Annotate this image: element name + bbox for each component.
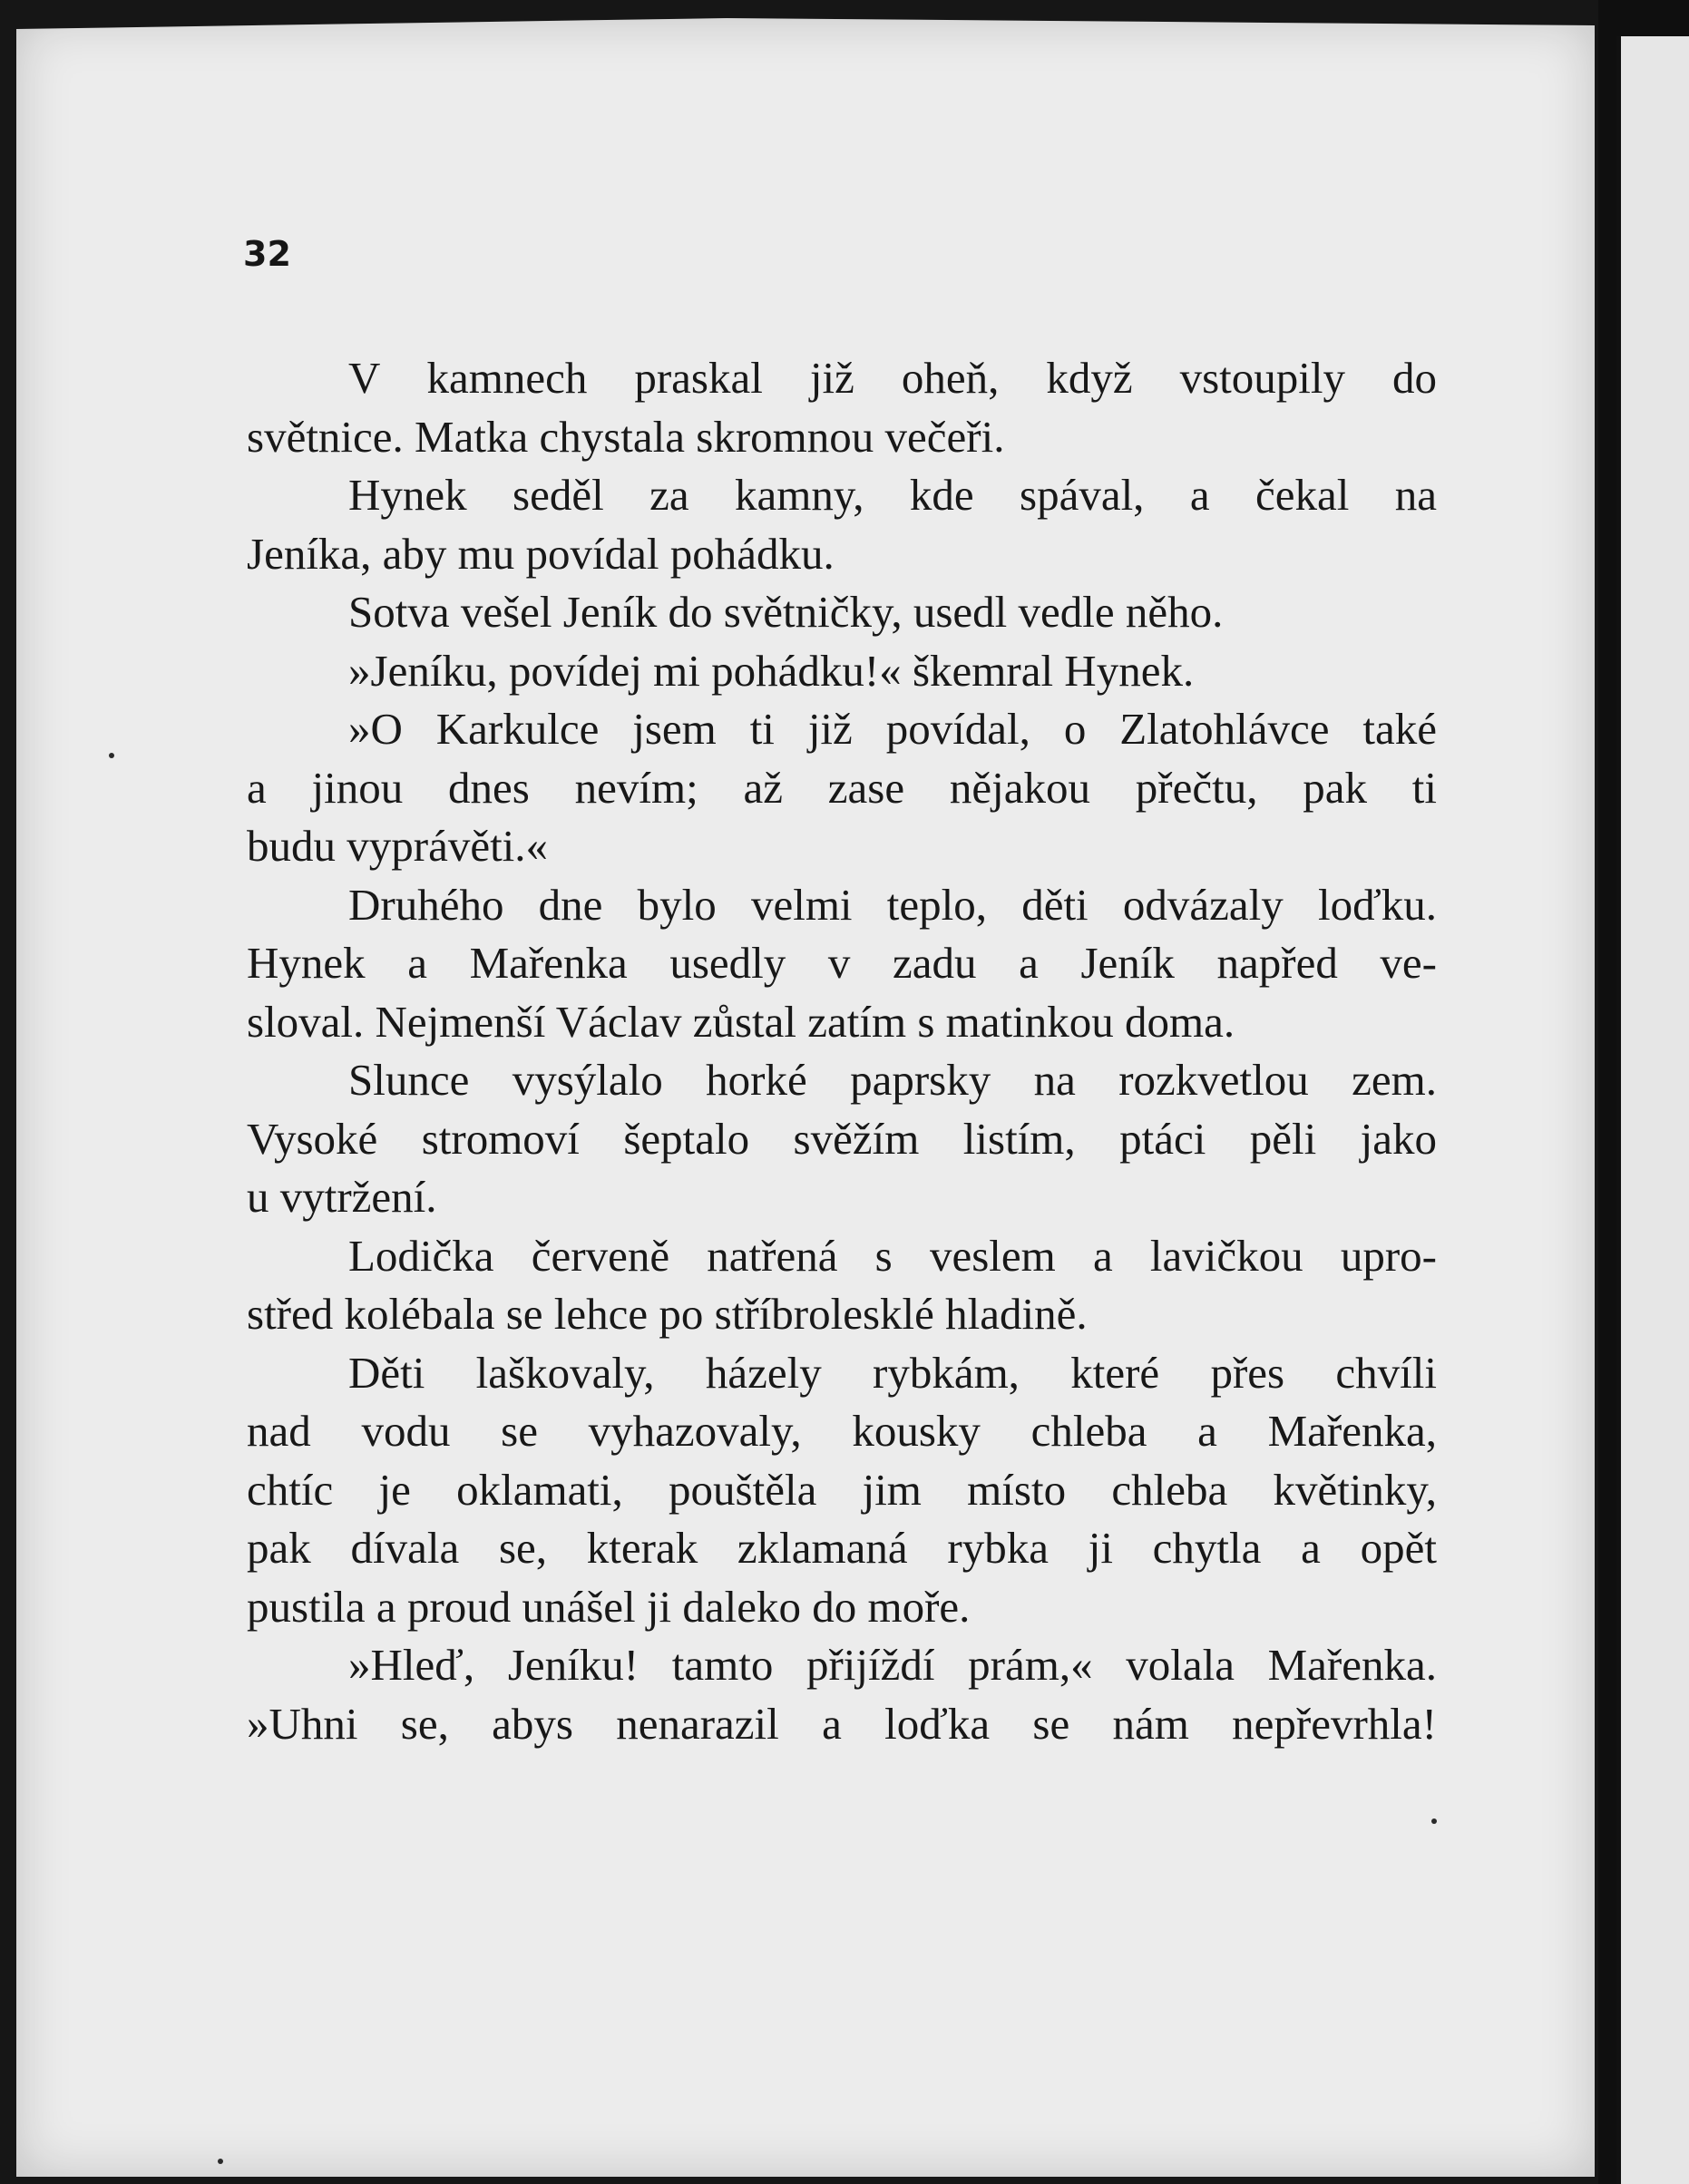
text-line: Slunce vysýlalo horké paprsky na rozkvetlou zem. (348, 1055, 1437, 1105)
text-line: »Jeníku, povídej mi pohádku!« škemral Hynek. (348, 645, 1195, 696)
text-line: »O Karkulce jsem ti již povídal, o Zlatohlávce také (348, 704, 1437, 754)
text-line: Hynek seděl za kamny, kde spával, a čekal na (348, 470, 1437, 520)
text-line: světnice. Matka chystala skromnou večeři. (247, 411, 1005, 462)
body-text (247, 349, 1437, 1753)
text-line: Děti laškovaly, házely rybkám, které přes chvíli (348, 1347, 1437, 1398)
text-line: Jeníka, aby mu povídal pohádku. (247, 528, 835, 579)
text-line: sloval. Nejmenší Václav zůstal zatím s matinkou doma. (247, 996, 1235, 1047)
text-line: chtíc je oklamati, pouštěla jim místo chleba květinky, (247, 1464, 1437, 1515)
text-line: budu vyprávěti.« (247, 821, 549, 871)
text-line: Druhého dne bylo velmi teplo, děti odvázaly loďku. (348, 879, 1437, 930)
paper-speck (1431, 1818, 1437, 1824)
text-line: Lodička červeně natřená s veslem a lavičkou upro- (348, 1230, 1437, 1281)
text-line: a jinou dnes nevím; až zase nějakou přečtu, pak ti (247, 762, 1437, 813)
text-line: Sotva vešel Jeník do světničky, usedl vedle něho. (348, 587, 1224, 637)
paper-speck (218, 2159, 223, 2164)
text-line: »Hleď, Jeníku! tamto přijíždí prám,« volala Mařenka. (348, 1640, 1437, 1690)
text-line: Hynek a Mařenka usedly v zadu a Jeník napřed ve- (247, 938, 1437, 988)
text-line: pustila a proud unášel ji daleko do moře. (247, 1581, 971, 1632)
text-line: Vysoké stromoví šeptalo svěžím listím, ptáci pěli jako (247, 1113, 1437, 1164)
text-line: nad vodu se vyhazovaly, kousky chleba a Mařenka, (247, 1406, 1437, 1456)
text-line: střed kolébala se lehce po stříbrolesklé hladině. (247, 1289, 1088, 1339)
adjacent-page-edge (1616, 36, 1689, 2184)
text-line: u vytržení. (247, 1172, 437, 1222)
text-line: pak dívala se, kterak zklamaná rybka ji chytla a opět (247, 1523, 1437, 1573)
text-line: V kamnech praskal již oheň, když vstoupily do (348, 353, 1437, 403)
paper-speck (109, 753, 114, 758)
page-number: 32 (243, 234, 291, 274)
text-line: »Uhni se, abys nenarazil a loďka se nám nepřevrhla! (247, 1698, 1437, 1749)
